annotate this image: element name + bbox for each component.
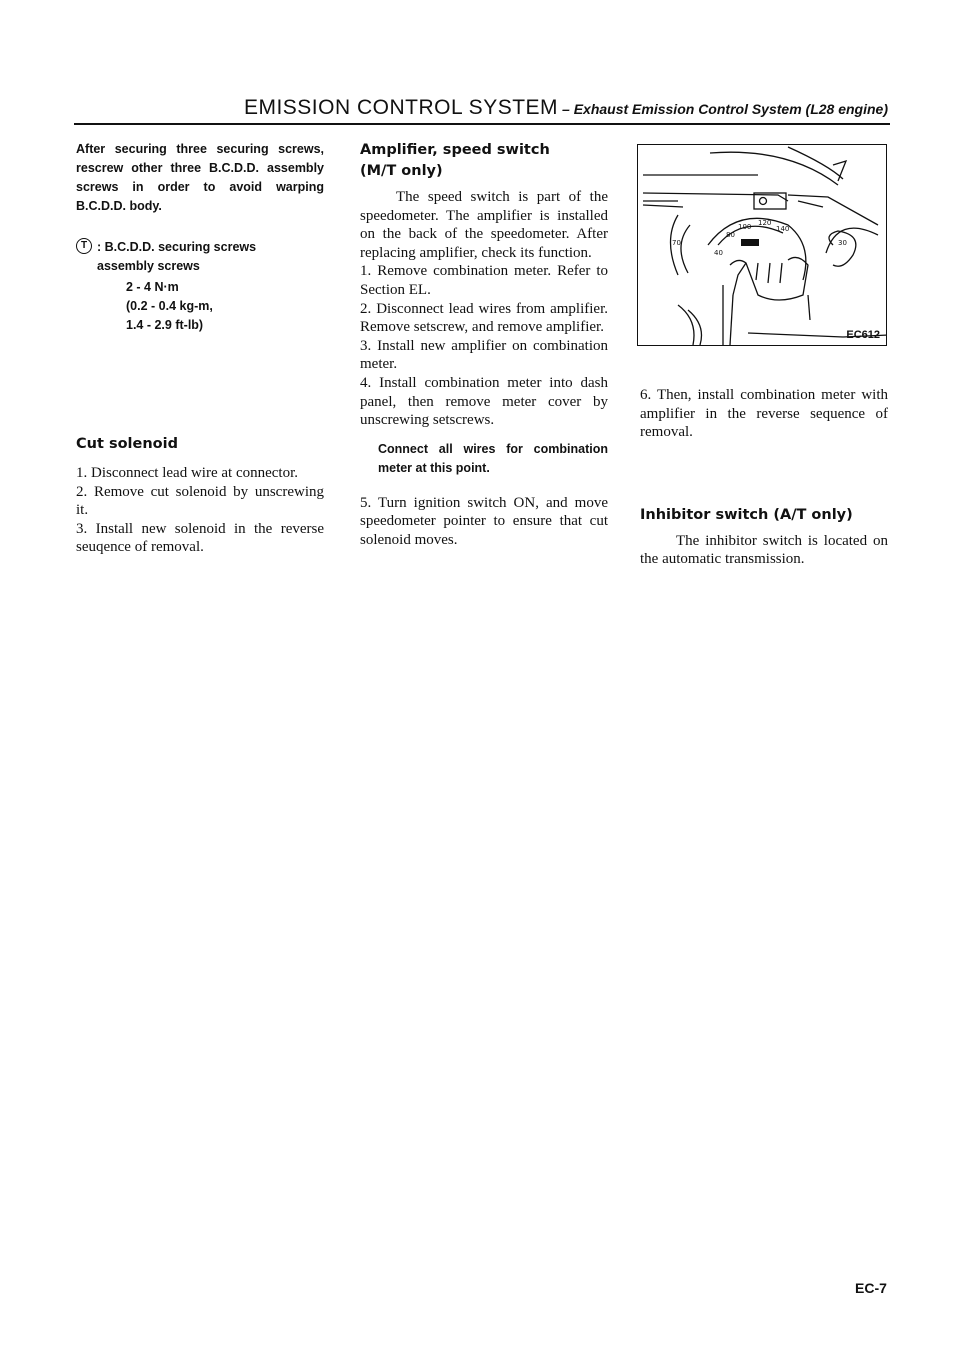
torque-value-1: 2 - 4 N·m bbox=[126, 280, 179, 294]
bcdd-intro: After securing three securing screws, rescrew other three B.C.D.D. assembly screws in order to avoid warping B.C.D.D. body. bbox=[76, 142, 324, 213]
column-middle bbox=[360, 140, 608, 550]
amp-step-3: 3. Install new amplifier on combination meter. bbox=[360, 337, 608, 373]
amp-step-4: 4. Install combination meter into dash panel, then remove meter cover by unscrewing setscrews. bbox=[360, 374, 608, 429]
torque-spec-label bbox=[76, 238, 324, 276]
amp-step-6: 6. Then, install combination meter with amplifier in the reverse sequence of removal. bbox=[640, 387, 888, 441]
amp-step-5: 5. Turn ignition switch ON, and move speedometer pointer to ensure that cut solenoid moves. bbox=[360, 494, 608, 548]
torque-icon: T bbox=[76, 238, 92, 254]
page-header bbox=[74, 96, 888, 120]
amplifier-heading-1: Amplifier, speed switch bbox=[360, 142, 550, 158]
torque-spec-text: : B.C.D.D. securing screws assembly screws bbox=[97, 240, 257, 273]
amp-step-1: 1. Remove combination meter. Refer to Section EL. bbox=[360, 263, 608, 298]
svg-text:120: 120 bbox=[758, 219, 772, 227]
svg-text:80: 80 bbox=[726, 231, 735, 239]
meter-illustration bbox=[638, 145, 887, 346]
cut-step-2: 2. Remove cut solenoid by unscrewing it. bbox=[76, 483, 324, 519]
svg-text:140: 140 bbox=[776, 225, 790, 233]
header-title: EMISSION CONTROL SYSTEM bbox=[243, 96, 559, 119]
column-left bbox=[76, 140, 324, 557]
amp-step-2: 2. Disconnect lead wires from amplifier. Remove setscrew, and remove amplifier. bbox=[360, 300, 608, 336]
svg-text:40: 40 bbox=[714, 249, 723, 257]
amp-note: Connect all wires for combination meter at this point. bbox=[378, 441, 608, 475]
inhibitor-heading: Inhibitor switch (A/T only) bbox=[640, 506, 853, 523]
torque-value-2: (0.2 - 0.4 kg-m, bbox=[126, 299, 213, 313]
cut-solenoid-heading: Cut solenoid bbox=[76, 436, 178, 452]
amplifier-heading-2: (M/T only) bbox=[360, 163, 443, 179]
inhibitor-text: The inhibitor switch is located on the automatic transmission. bbox=[640, 532, 888, 568]
amplifier-intro: The speed switch is part of the speedometer. The amplifier is installed on the back of the speedometer. After replacing amplifier, check its function. bbox=[360, 189, 608, 261]
torque-value-3: 1.4 - 2.9 ft-lb) bbox=[126, 318, 204, 332]
page-number: EC-7 bbox=[855, 1280, 887, 1296]
svg-text:70: 70 bbox=[672, 239, 681, 247]
header-subtitle: – Exhaust Emission Control System (L28 engine) bbox=[562, 101, 888, 117]
header-rule bbox=[74, 123, 890, 125]
column-right bbox=[640, 386, 888, 569]
svg-text:100: 100 bbox=[738, 223, 752, 231]
cut-step-1: 1. Disconnect lead wire at connector. bbox=[76, 465, 298, 481]
cut-step-3: 3. Install new solenoid in the reverse seuqence of removal. bbox=[76, 520, 324, 556]
figure-label: EC612 bbox=[846, 329, 880, 341]
svg-text:30: 30 bbox=[838, 239, 847, 247]
combination-meter-figure bbox=[637, 144, 887, 346]
